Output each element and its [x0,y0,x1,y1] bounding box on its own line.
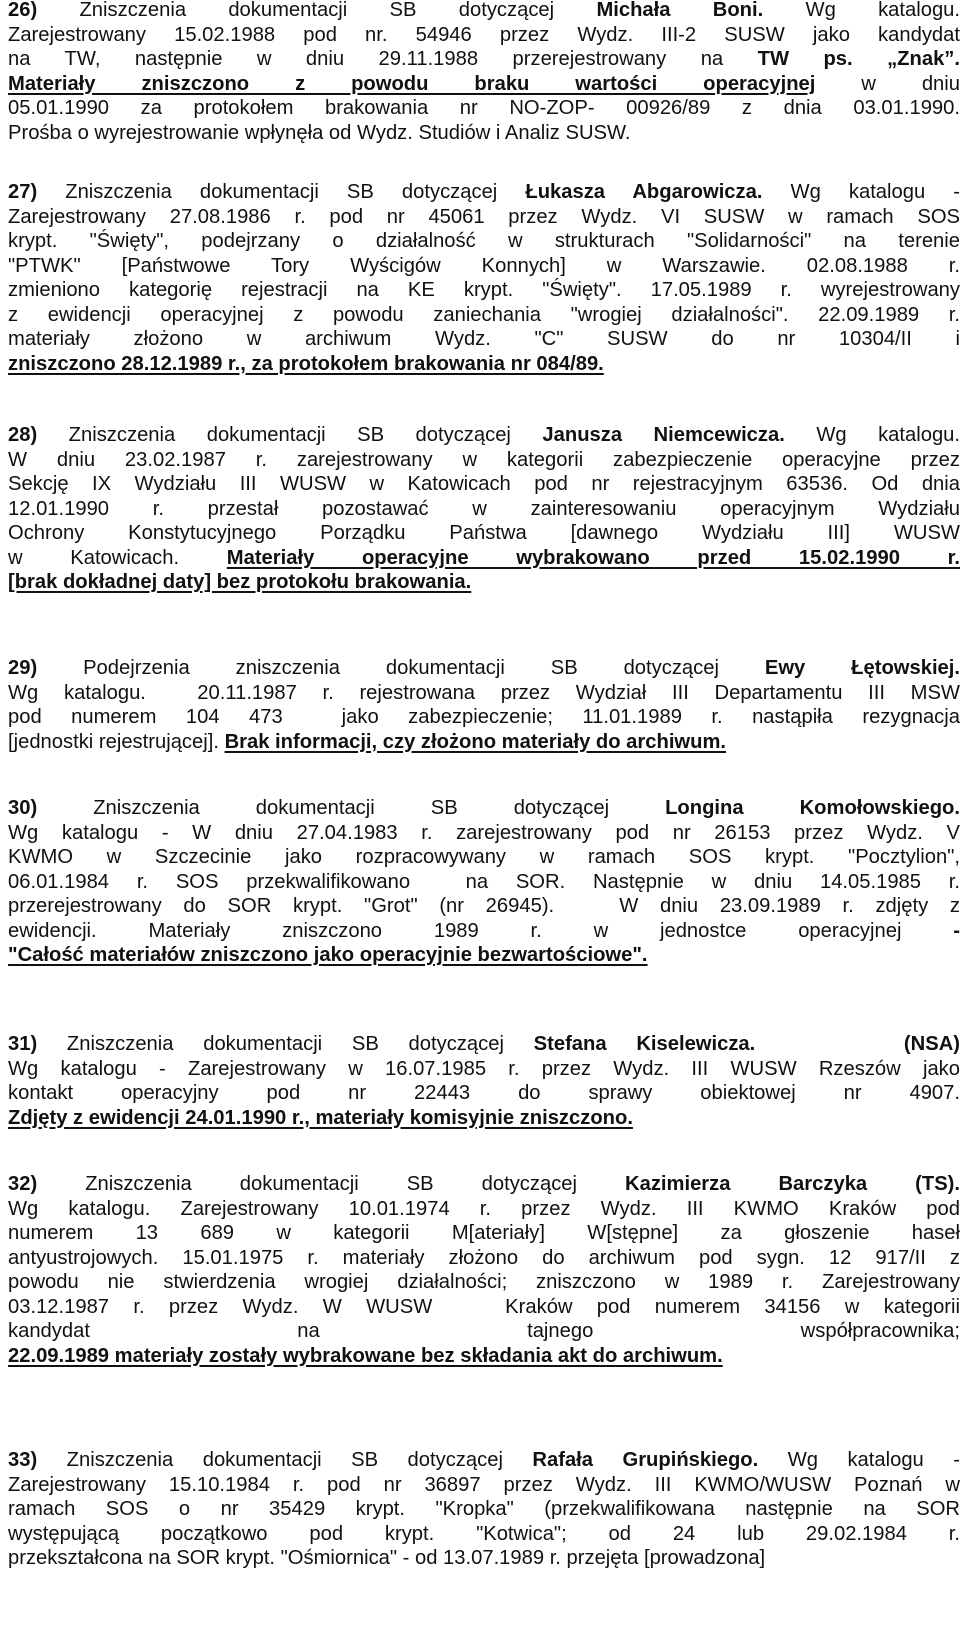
bold-text: TW ps. „Znak”. [757,48,960,70]
text-span: W dniu 23.02.1987 r. zarejestrowany w kategorii zabezpieczenie operacyjne przez [8,448,960,471]
emphasized-text: Materiały operacyjne wybrakowano przed 15.02.1990 r. [226,546,960,569]
text-span: w Katowicach. [8,546,227,569]
text-line [8,72,960,97]
text-line [8,497,960,522]
text-span: występującą początkowo pod krypt. "Kotwica"; od 24 lub 29.02.1984 r. [8,1522,960,1545]
text-line [8,1221,960,1246]
emphasized-text: 22.09.1989 materiały zostały wybrakowane bez składania akt do archiwum. [8,1344,723,1367]
bold-text: 32) [8,1173,86,1195]
text-line [8,521,960,546]
text-line [8,1197,960,1222]
text-line [8,303,960,328]
text-span: w dniu [815,72,960,95]
text-span: Zarejestrowany 15.10.1984 r. pod nr 36897 przez Wydz. III KWMO/WUSW Poznań w [8,1473,960,1496]
bold-text: Łukasza Abgarowicza. [525,181,763,203]
text-span: KWMO w Szczecinie jako rozpracowywany w ramach SOS krypt. "Pocztylion", [8,846,960,868]
text-line [8,23,960,48]
text-span: 06.01.1984 r. SOS przekwalifikowano na SOR. Następnie w dniu 14.05.1985 r. [8,870,960,893]
text-line [8,47,960,72]
text-span: materiały złożono w archiwum Wydz. "C" SUSW do nr 10304/II i [8,328,960,350]
text-line [8,1522,960,1547]
text-span [755,1033,904,1055]
text-span: kontakt operacyjny pod nr 22443 do sprawy obiektowej nr 4907. [8,1082,960,1104]
bold-text: 29) [8,657,84,679]
bold-text: 30) [8,797,94,819]
bold-text: 31) [8,1033,67,1055]
text-span: Zniszczenia dokumentacji SB dotyczącej [93,797,666,819]
text-span: Podejrzenia zniszczenia dokumentacji SB dotyczącej [83,657,765,679]
bold-text: Ewy Łętowskiej. [764,657,960,679]
text-span: Zniszczenia dokumentacji SB dotyczącej [66,1449,533,1471]
text-span: przerejestrowany do SOR krypt. "Grot" (nr 26945). W dniu 23.09.1989 r. zdjęty z [8,895,960,917]
text-span: krypt. "Święty", podejrzany o działalność w strukturach "Solidarności" na terenie [8,230,960,252]
text-span: numerem 13 689 w kategorii M[ateriały] W[stępne] za głoszenie haseł [8,1222,960,1244]
text-span: Prośba o wyrejestrowanie wpłynęła od Wydz. Studiów i Analiz SUSW. [8,121,631,144]
text-line [8,730,960,755]
text-line [8,205,960,230]
text-span: ewidencji. Materiały zniszczono 1989 r. w jednostce operacyjnej [8,919,954,942]
text-line [8,229,960,254]
bold-text: Michała Boni. [596,0,764,21]
text-line [8,1172,960,1197]
text-span: Wg katalogu - Zarejestrowany w 16.07.1985 r. przez Wydz. III WUSW Rzeszów jako [8,1057,960,1080]
text-line [8,681,960,706]
entry-31 [8,1032,960,1130]
bold-text: 27) [8,181,66,203]
text-line [8,1295,960,1320]
text-span: Wg katalogu - [762,181,960,203]
bold-text: 33) [8,1449,67,1471]
text-line [8,1448,960,1473]
text-span: przekształcona na SOR krypt. "Ośmiornica" - od 13.07.1989 r. przejęta [prowadzona] [8,1547,766,1569]
emphasized-text: zniszczono 28.12.1989 r., za protokołem brakowania nr 084/89. [8,352,604,375]
text-line [8,705,960,730]
text-span: 05.01.1990 za protokołem brakowania nr NO-ZOP- 00926/89 z dnia 03.01.1990. [8,97,960,119]
text-line [8,1473,960,1498]
emphasized-text: "Całość materiałów zniszczono jako operacyjnie bezwartościowe". [8,944,648,966]
text-line [8,352,960,377]
text-line [8,919,960,944]
text-line [8,0,960,23]
text-span: Zniszczenia dokumentacji SB dotyczącej [79,0,597,21]
bold-text: Longina Komołowskiego. [665,797,960,819]
text-line [8,1319,960,1344]
text-line [8,121,960,146]
text-line [8,278,960,303]
bold-text: 26) [8,0,80,21]
text-span: "PTWK" [Państwowe Tory Wyścigów Konnych] w Warszawie. 02.08.1988 r. [8,254,960,277]
bold-text: 28) [8,424,69,446]
entry-27 [8,180,960,376]
text-line [8,1246,960,1271]
text-span: Zniszczenia dokumentacji SB dotyczącej [85,1173,626,1195]
text-line [8,254,960,279]
text-span: na TW, następnie w dniu 29.11.1988 przerejestrowany na [8,48,758,70]
text-span: 03.12.1987 r. przez Wydz. W WUSW Kraków pod numerem 34156 w kategorii [8,1295,960,1318]
text-line [8,894,960,919]
emphasized-text: [brak dokładnej daty] bez protokołu brakowania. [8,571,472,593]
emphasized-text: Materiały zniszczono z powodu braku wartości operacyjnej [8,72,816,95]
text-span: Zniszczenia dokumentacji SB dotyczącej [66,1033,534,1055]
bold-text: - [953,919,960,942]
text-line [8,656,960,681]
entry-30 [8,796,960,968]
text-span: Wg katalogu - W dniu 27.04.1983 r. zarejestrowany pod nr 26153 przez Wydz. V [8,821,960,844]
entry-28 [8,423,960,595]
text-line [8,845,960,870]
text-span: Zniszczenia dokumentacji SB dotyczącej [68,424,543,446]
text-span: kandydat na tajnego współpracownika; [8,1320,960,1342]
text-span: powodu nie stwierdzenia wrogiej działalności; zniszczono w 1989 r. Zarejestrowany [8,1271,960,1293]
bold-text: Rafała Grupińskiego. [532,1449,759,1471]
text-span: Wg katalogu. 20.11.1987 r. rejestrowana przez Wydział III Departamentu III MSW [8,681,960,704]
entry-29 [8,656,960,754]
text-span: pod numerem 104 473 jako zabezpieczenie; 11.01.1989 r. nastąpiła rezygnacja [8,706,960,728]
entry-26 [8,0,960,145]
text-span: Zarejestrowany 15.02.1988 pod nr. 54946 przez Wydz. III-2 SUSW jako kandydat [8,23,960,46]
text-span: z ewidencji operacyjnej z powodu zaniechania "wrogiej działalności". 22.09.1989 r. [8,303,960,326]
text-line [8,96,960,121]
text-line [8,1270,960,1295]
bold-text: Stefana Kiselewicza. [533,1033,756,1055]
text-span: Zarejestrowany 27.08.1986 r. pod nr 45061 przez Wydz. VI SUSW w ramach SOS [8,205,960,228]
bold-text: (NSA) [903,1033,960,1055]
text-line [8,1344,960,1369]
text-line [8,472,960,497]
text-span: Wg katalogu - [758,1449,960,1471]
text-span: [jednostki rejestrującej]. [8,730,225,753]
text-line [8,570,960,595]
text-span: 12.01.1990 r. przestał pozostawać w zainteresowaniu operacyjnym Wydziału [8,497,960,520]
bold-text: Janusza Niemcewicza. [542,424,785,446]
text-line [8,943,960,968]
emphasized-text: Zdjęty z ewidencji 24.01.1990 r., materiały komisyjnie zniszczono. [8,1106,633,1129]
text-line [8,1106,960,1131]
text-line [8,1032,960,1057]
text-line [8,546,960,571]
text-line [8,1057,960,1082]
text-span: Ochrony Konstytucyjnego Porządku Państwa [dawnego Wydziału III] WUSW [8,522,960,544]
text-line [8,1497,960,1522]
text-line [8,448,960,473]
bold-text: Kazimierza Barczyka (TS). [625,1173,960,1195]
text-line [8,180,960,205]
text-span: antyustrojowych. 15.01.1975 r. materiały złożono do archiwum pod sygn. 12 917/II z [8,1246,960,1269]
text-span: zmieniono kategorię rejestracji na KE krypt. "Święty". 17.05.1989 r. wyrejestrowany [8,279,960,301]
text-span: Zniszczenia dokumentacji SB dotyczącej [65,181,526,203]
text-span: Wg katalogu. [784,424,960,446]
text-span: ramach SOS o nr 35429 krypt. "Kropka" (przekwalifikowana następnie na SOR [8,1498,960,1520]
text-line [8,1546,960,1571]
text-line [8,327,960,352]
text-line [8,870,960,895]
entry-32 [8,1172,960,1368]
text-span: Sekcję IX Wydziału III WUSW w Katowicach pod nr rejestracyjnym 63536. Od dnia [8,473,960,495]
text-line [8,821,960,846]
emphasized-text: Brak informacji, czy złożono materiały do archiwum. [224,730,727,753]
text-span: Wg katalogu. [763,0,960,21]
entry-33 [8,1448,960,1571]
text-line [8,1081,960,1106]
text-span: Wg katalogu. Zarejestrowany 10.01.1974 r. przez Wydz. III KWMO Kraków pod [8,1197,960,1220]
text-line [8,423,960,448]
text-line [8,796,960,821]
